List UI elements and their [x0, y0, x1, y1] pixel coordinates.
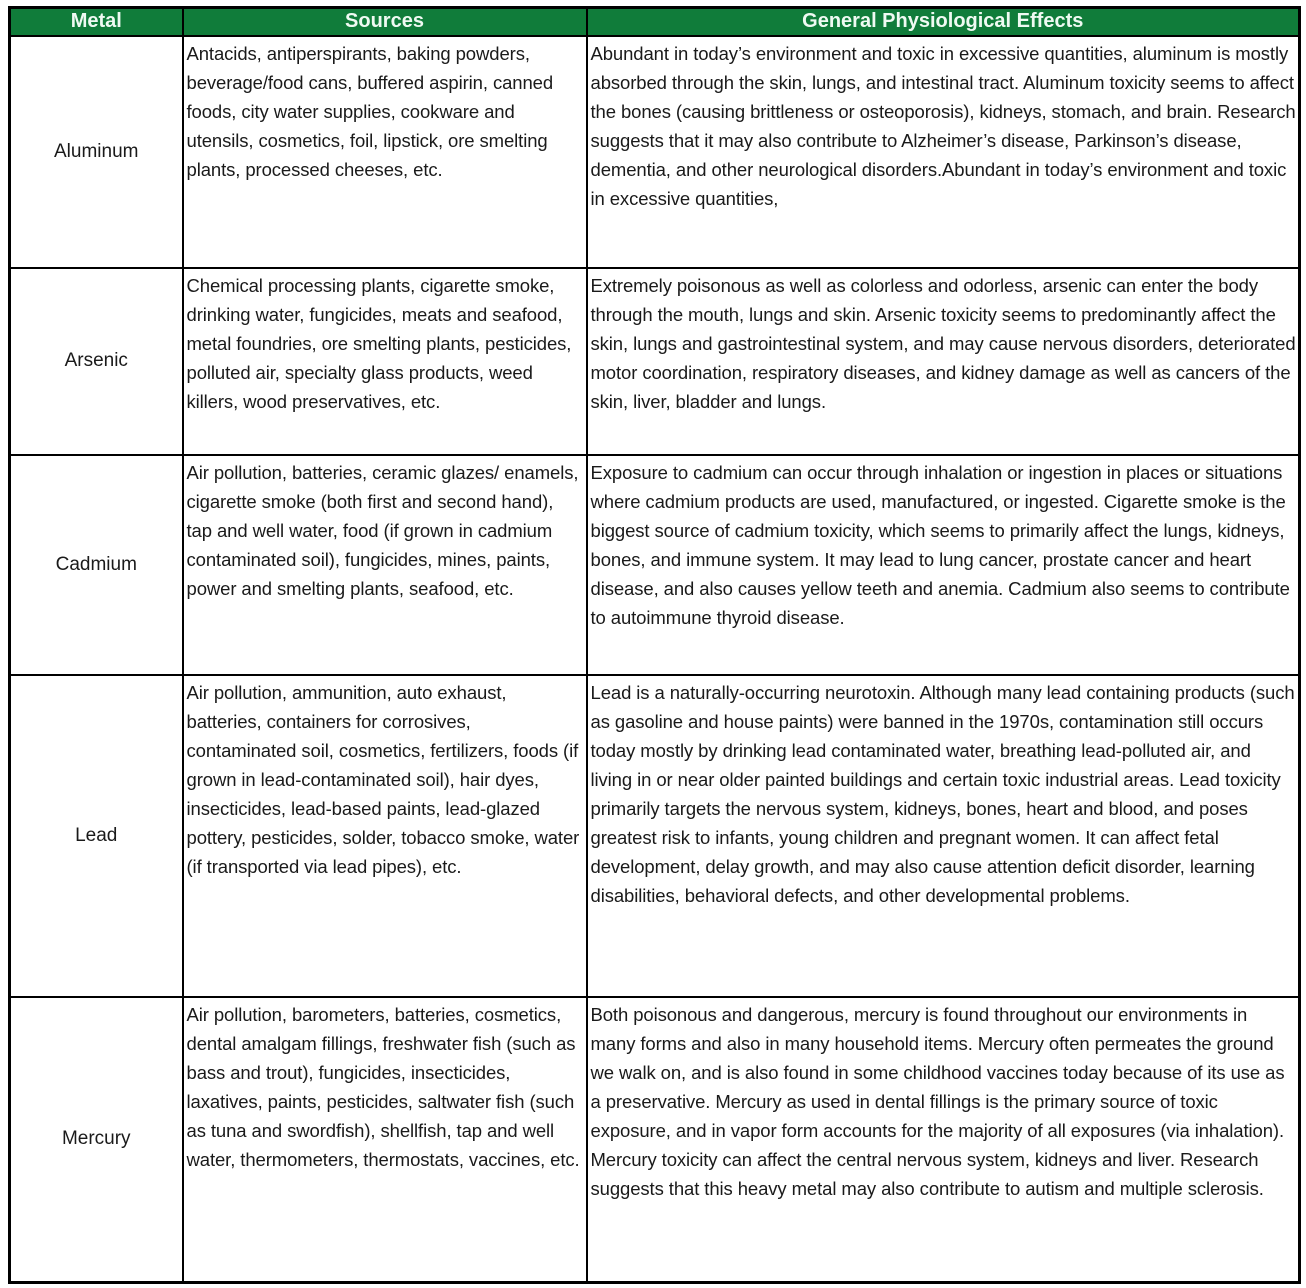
- table-row-aluminum: [10, 36, 1300, 268]
- metal-effects: Abundant in today’s environment and toxic in excessive quantities, aluminum is mostly absorbed through the skin, lungs, and intestinal tract. Aluminum toxicity seems to affect the bones (causing brittleness or osteoporosis), kidneys, stomach, and brain. Research suggests that it may also contribute to Alzheimer’s disease, Parkinson’s disease, dementia, and other neurological disorders.Abundant in today’s environment and toxic in excessive quantities,: [587, 36, 1300, 268]
- metal-effects: Lead is a naturally-occurring neurotoxin. Although many lead containing products (such as gasoline and house paints) were banned in the 1970s, contamination still occurs today mostly by drinking lead contaminated water, breathing lead-polluted air, and living in or near older painted buildings and certain toxic industrial areas. Lead toxicity primarily targets the nervous system, kidneys, bones, heart and blood, and poses greatest risk to infants, young children and pregnant women. It can affect fetal development, delay growth, and may also cause attention deficit disorder, learning disabilities, behavioral defects, and other developmental problems.: [587, 675, 1300, 997]
- metal-effects: Extremely poisonous as well as colorless and odorless, arsenic can enter the body through the mouth, lungs and skin. Arsenic toxicity seems to predominantly affect the skin, lungs and gastrointestinal system, and may cause nervous disorders, deteriorated motor coordination, respiratory diseases, and kidney damage as well as cancers of the skin, liver, bladder and lungs.: [587, 268, 1300, 455]
- table-row-arsenic: [10, 268, 1300, 455]
- table-row-mercury: [10, 997, 1300, 1283]
- table-row-lead: [10, 675, 1300, 997]
- metal-name: Arsenic: [10, 268, 183, 455]
- metal-name: Lead: [10, 675, 183, 997]
- header-cell-metal: Metal: [10, 8, 183, 36]
- metal-name: Mercury: [10, 997, 183, 1283]
- metal-name: Aluminum: [10, 36, 183, 268]
- table-row-cadmium: [10, 455, 1300, 675]
- metal-sources: Air pollution, batteries, ceramic glazes/ enamels, cigarette smoke (both first and second hand), tap and well water, food (if grown in cadmium contaminated soil), fungicides, mines, paints, power and smelting plants, seafood, etc.: [183, 455, 587, 675]
- metal-sources: Air pollution, barometers, batteries, cosmetics, dental amalgam fillings, freshwater fish (such as bass and trout), fungicides, insecticides, laxatives, paints, pesticides, saltwater fish (such as tuna and swordfish), shellfish, tap and well water, thermometers, thermostats, vaccines, etc.: [183, 997, 587, 1283]
- header-cell-sources: Sources: [183, 8, 587, 36]
- heavy-metals-table: [8, 6, 1301, 1284]
- metal-name: Cadmium: [10, 455, 183, 675]
- metal-sources: Chemical processing plants, cigarette smoke, drinking water, fungicides, meats and seafood, metal foundries, ore smelting plants, pesticides, polluted air, specialty glass products, weed killers, wood preservatives, etc.: [183, 268, 587, 455]
- header-row: [10, 8, 1300, 36]
- metal-effects: Exposure to cadmium can occur through inhalation or ingestion in places or situations where cadmium products are used, manufactured, or ingested. Cigarette smoke is the biggest source of cadmium toxicity, which seems to primarily affect the lungs, kidneys, bones, and immune system. It may lead to lung cancer, prostate cancer and heart disease, and also causes yellow teeth and anemia. Cadmium also seems to contribute to autoimmune thyroid disease.: [587, 455, 1300, 675]
- metal-effects: Both poisonous and dangerous, mercury is found throughout our environments in many forms and also in many household items. Mercury often permeates the ground we walk on, and is also found in some childhood vaccines today because of its use as a preservative. Mercury as used in dental fillings is the primary source of toxic exposure, and in vapor form accounts for the majority of all exposures (via inhalation). Mercury toxicity can affect the central nervous system, kidneys and liver. Research suggests that this heavy metal may also contribute to autism and multiple sclerosis.: [587, 997, 1300, 1283]
- metal-sources: Air pollution, ammunition, auto exhaust, batteries, containers for corrosives, contaminated soil, cosmetics, fertilizers, foods (if grown in lead-contaminated soil), hair dyes, insecticides, lead-based paints, lead-glazed pottery, pesticides, solder, tobacco smoke, water (if transported via lead pipes), etc.: [183, 675, 587, 997]
- metal-sources: Antacids, antiperspirants, baking powders, beverage/food cans, buffered aspirin, canned foods, city water supplies, cookware and utensils, cosmetics, foil, lipstick, ore smelting plants, processed cheeses, etc.: [183, 36, 587, 268]
- header-cell-effects: General Physiological Effects: [587, 8, 1300, 36]
